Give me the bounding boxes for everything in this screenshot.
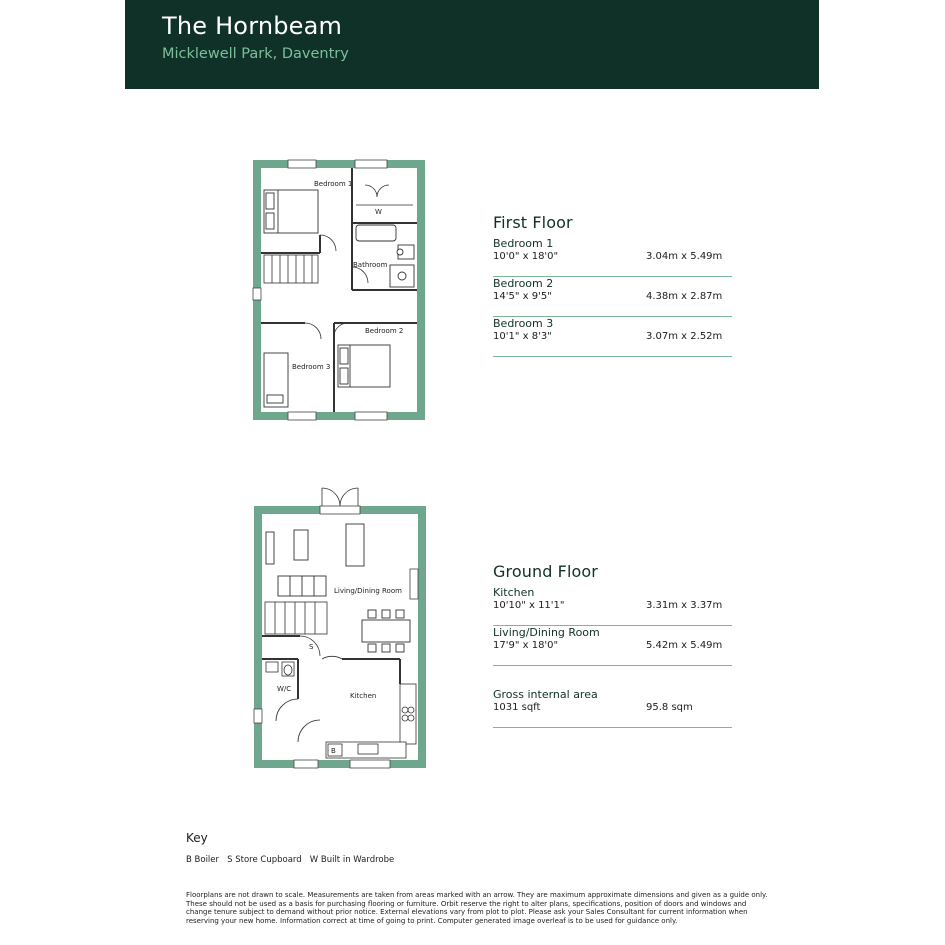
plan-label-boiler: B: [331, 747, 336, 755]
header-banner: [125, 0, 819, 89]
room-name: Bedroom 3: [493, 317, 554, 330]
room-row: [493, 237, 732, 277]
room-imperial: 10'1" x 8'3": [493, 331, 552, 342]
key-title: Key: [186, 831, 208, 845]
plan-label-bathroom: Bathroom: [353, 261, 388, 269]
room-name: Kitchen: [493, 586, 535, 599]
plan-label-bedroom3: Bedroom 3: [292, 363, 331, 371]
sofa-icon: [278, 576, 326, 596]
first-floor-title: First Floor: [493, 213, 573, 232]
plan-label-wc: W/C: [277, 685, 292, 693]
room-row: [493, 586, 732, 626]
french-door-icon: [322, 488, 358, 506]
ground-floor-spec: [493, 562, 732, 728]
room-name: Living/Dining Room: [493, 626, 600, 639]
gross-area-imperial: 1031 sqft: [493, 702, 541, 713]
room-metric: 3.04m x 5.49m: [646, 251, 723, 262]
bed-icon: [264, 190, 318, 233]
page-subtitle: Micklewell Park, Daventry: [162, 46, 349, 62]
disclaimer-text: Floorplans are not drawn to scale. Measurements are taken from areas marked with an arrow. They are maximum approximate dimensions and given as a guide only. These should not be used as a basis for purchasing flooring or furniture. Orbit reserve the right to alter plans, specifications, position of doors and windows and change tenure subject to demand without prior notice. External elevations vary from plot to plot. Please ask your Sales Consultant for current information when reserving your new home. Information correct at time of going to print. Computer generated image overleaf is to be used for guidance only.: [186, 891, 768, 925]
room-metric: 3.07m x 2.52m: [646, 331, 723, 342]
room-row: [493, 317, 732, 357]
bed-icon: [264, 353, 288, 407]
room-imperial: 17'9" x 18'0": [493, 640, 559, 651]
gross-area-row: [493, 688, 732, 728]
first-floor-spec: [493, 213, 732, 357]
gross-area-label: Gross internal area: [493, 688, 598, 701]
room-row: [493, 626, 732, 666]
key-items: B Boiler S Store Cupboard W Built in Wardrobe: [186, 855, 395, 865]
ground-floor-title: Ground Floor: [493, 562, 598, 581]
gross-area-metric: 95.8 sqm: [646, 702, 693, 713]
room-imperial: 10'10" x 11'1": [493, 600, 565, 611]
plan-label-bedroom2: Bedroom 2: [365, 327, 404, 335]
room-metric: 4.38m x 2.87m: [646, 291, 723, 302]
room-imperial: 14'5" x 9'5": [493, 291, 552, 302]
page-title: The Hornbeam: [162, 12, 343, 40]
room-imperial: 10'0" x 18'0": [493, 251, 559, 262]
room-name: Bedroom 2: [493, 277, 554, 290]
room-metric: 5.42m x 5.49m: [646, 640, 723, 651]
room-row: [493, 277, 732, 317]
bed-icon: [338, 345, 390, 387]
plan-label-store: S: [309, 643, 314, 651]
room-metric: 3.31m x 3.37m: [646, 600, 723, 611]
ground-floor-plan: [250, 484, 430, 772]
room-name: Bedroom 1: [493, 237, 554, 250]
plan-label-bedroom1: Bedroom 1: [314, 180, 353, 188]
plan-label-kitchen: Kitchen: [350, 692, 377, 700]
plan-label-living: Living/Dining Room: [334, 587, 402, 595]
plan-label-wardrobe: W: [375, 208, 382, 216]
first-floor-plan: [250, 155, 430, 423]
